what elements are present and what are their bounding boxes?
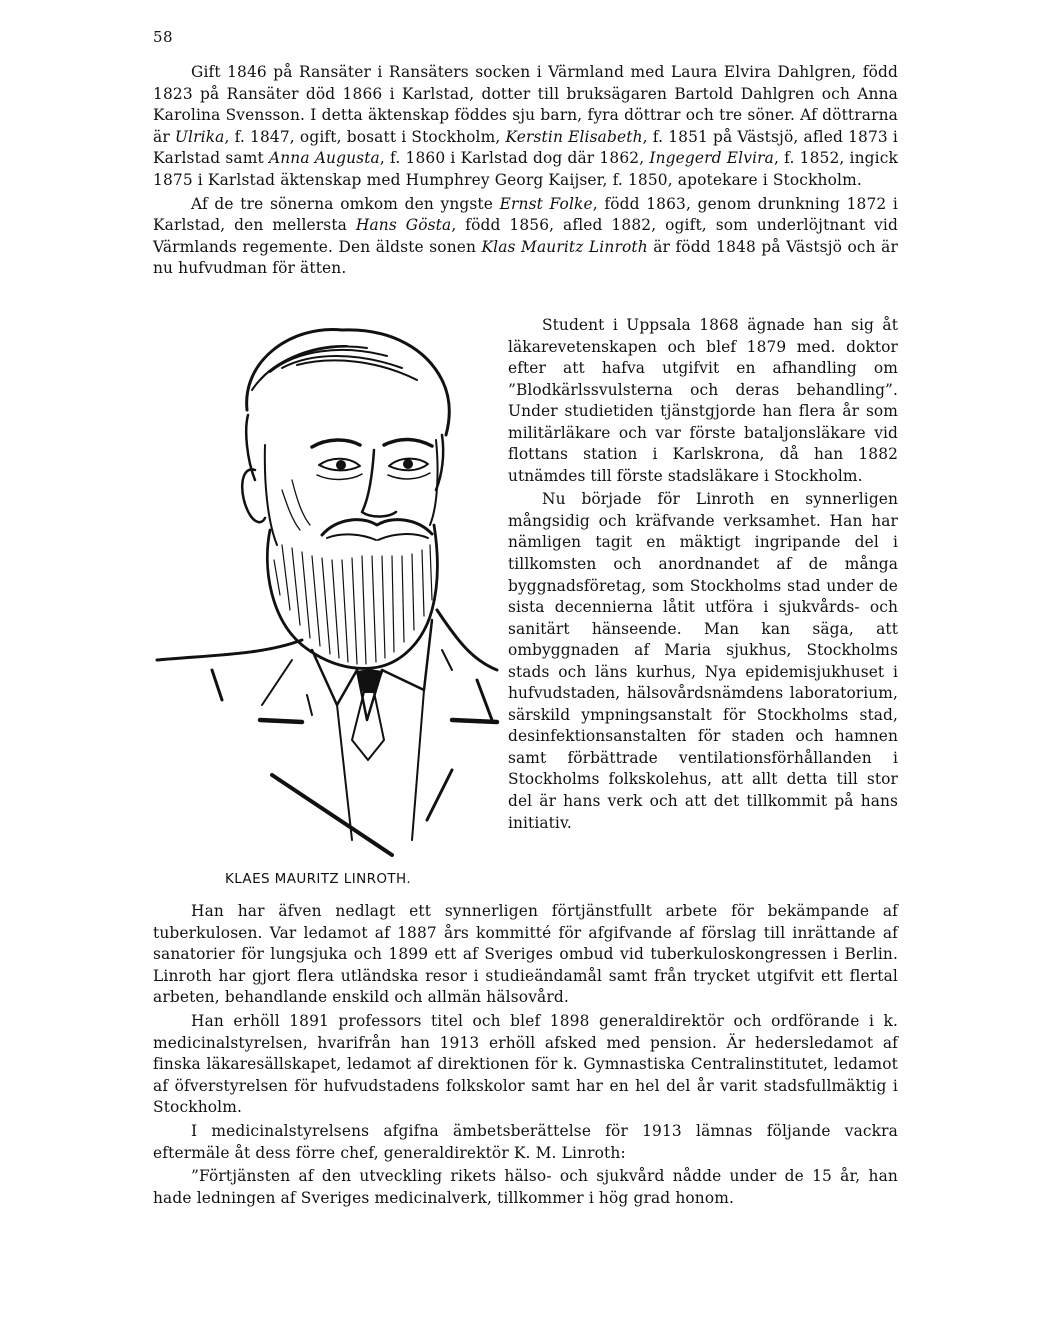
eyebrow [312,440,360,447]
italic-name: Ingegerd Elvira [649,149,775,168]
collar [312,650,357,705]
paragraph [153,1011,898,1119]
bottom-text-block [153,901,898,1211]
italic-name: Ulrika [174,127,225,146]
top-text-block [153,62,898,282]
text-run: är född 1848 på Västsjö och är nu hufvudman för ätten. [153,237,898,278]
italic-name: Anna Augusta [268,149,380,168]
portrait-illustration [152,320,502,865]
text-run: I medicinalstyrelsens afgifna ämbetsberättelse för 1913 lämnas följande vackra eftermäle åt dess förre chef, generaldirektör K. M. Linroth: [153,1121,898,1162]
italic-name: Ernst Folke [499,194,593,213]
right-column-text [508,315,898,836]
italic-name: Klas Mauritz Linroth [481,237,648,256]
text-run: Han har äfven nedlagt ett synnerligen förtjänstfullt arbete för bekämpande af tuberkulosen. Var ledamot af 1887 års kommitté för afgifvande af förslag till inrättande af sanatorier för lungsjuka och 1899 ett af Sveriges ombud vid tuberkuloskongressen i Berlin. Linroth har gjort flera utländska resor i studieändamål samt från trycket utgifvit ett flertal arbeten, behandlande enskild och allmän hälsovård. [153,902,898,1007]
coat-right [437,610,497,670]
coat-left [157,640,302,660]
paragraph [153,1166,898,1209]
text-run: Af de tre sönerna omkom den yngste [191,194,500,213]
paragraph [153,1121,898,1164]
beard [267,525,437,668]
moustache [322,520,432,535]
paragraph [153,901,898,1009]
paragraph [508,315,898,487]
paragraph [153,194,898,280]
text-run: , f. 1860 i Karlstad dog där 1862, [379,149,650,168]
text-run: ”Förtjänsten af den utveckling rikets hälso- och sjukvård nådde under de 15 år, han hade ledningen af Sveriges medicinalverk, tillkommer i hög grad honom. [153,1167,898,1207]
text-run: , f. 1852, ingick 1875 i Karlstad äktenskap med Humphrey Georg Kaijser, f. 1850, apotekare i Stockholm. [153,149,899,189]
eyebrow [384,439,432,446]
text-run: , f. 1851 på Västsjö, afled 1873 i Karlstad samt [153,127,898,168]
text-run: , född 1856, afled 1882, ogift, som underlöjtnant vid Värmlands regemente. Den äldste sonen [153,216,898,256]
text-run: Han erhöll 1891 professors titel och blef 1898 generaldirektör och ordförande i k. medicinalstyrelsen, hvarifrån han 1913 erhöll afsked med pension. Är hedersledamot af finska läkaresällskapet, ledamot af direktionen för k. Gymnastiska Centralinstitutet, ledamot af öfverstyrelsen för hufvudstadens folkskolor samt har en hel del år varit stadsfullmäktig i Stockholm. [153,1011,898,1117]
text-run: , f. 1847, ogift, bosatt i Stockholm, [224,127,506,146]
italic-name: Hans Gösta [355,216,452,235]
paragraph [508,489,898,834]
portrait-caption: KLAES MAURITZ LINROTH. [224,871,412,887]
text-run: , född 1863, genom drunkning 1872 i Karlstad, den mellersta [153,194,898,235]
paragraph [153,62,898,192]
nose [362,450,396,517]
text-run: Nu började för Linroth en synnerligen mångsidig och kräfvande verksamhet. Han har nämligen tagit en mäktigt ingripande del i tillkomsten och anordnandet af de många byggnadsföretag, som Stockholms stad under de sista decennierna låtit utföra i sjukvårds- och sanitärt hänseende. Man kan säga, att ombyggnaden af Maria sjukhus, Stockholms stads och läns kurhus, Nya epidemisjukhuset i hufvudstaden, hälsovårdsnämdens laboratorium, särskild ympningsanstalt för Stockholms stad, desinfektionsanstalten för staden och hamnen samt förbättrade ventilationsförhållanden i Stockholms folkskolehus, att allt detta till stor del är hans verk och att det tillkommit på hans initiativ. [508,490,898,832]
italic-name: Kerstin Elisabeth [505,127,643,146]
page-number: 58 [153,28,174,46]
hair [247,330,450,435]
text-run: Gift 1846 på Ransäter i Ransäters socken i Värmland med Laura Elvira Dahlgren, född 1823 på Ransäter död 1866 i Karlstad, dotter till bruksägaren Bartold Dahlgren och Anna Karolina Svensson. I detta äktenskap föddes sju barn, fyra döttrar och tre söner. Af döttrarna är [153,63,898,146]
text-run: Student i Uppsala 1868 ägnade han sig åt läkarevetenskapen och blef 1879 med. doktor efter att hafva utgifvit en afhandling om ”Blodkärlssvulsterna och deras behandling”. Under studietiden tjänstgjorde han flera år som militärläkare och var förste bataljonsläkare vid flottans station i Karlskrona, då han 1882 utnämdes till förste stadsläkare i Stockholm. [508,316,898,485]
